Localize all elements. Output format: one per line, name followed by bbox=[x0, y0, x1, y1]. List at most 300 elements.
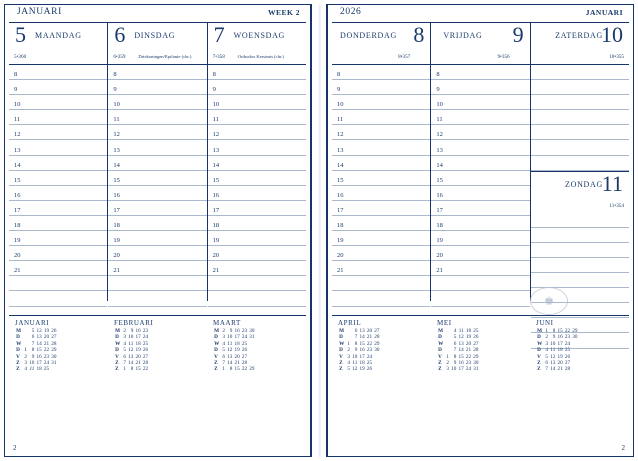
mini-grid bbox=[213, 328, 256, 373]
mini-dow: M bbox=[16, 328, 21, 334]
hour-row[interactable] bbox=[9, 95, 107, 110]
hour-label: 13 bbox=[113, 146, 120, 154]
hour-label: 14 bbox=[113, 161, 120, 169]
mini-day: 14 bbox=[550, 366, 556, 373]
hour-row[interactable] bbox=[431, 261, 529, 276]
hour-row[interactable] bbox=[332, 171, 430, 186]
mini-dow: Z bbox=[214, 366, 218, 373]
mini-calendar-februari[interactable] bbox=[108, 319, 207, 407]
mini-day: 12 bbox=[36, 328, 42, 334]
hour-row[interactable] bbox=[431, 291, 529, 306]
hour-label: 19 bbox=[436, 237, 443, 245]
mini-row bbox=[437, 366, 480, 372]
mini-day: 5 bbox=[347, 366, 350, 373]
hour-label: 20 bbox=[14, 252, 21, 260]
hour-row[interactable] bbox=[431, 276, 529, 291]
mini-dow: Z bbox=[16, 366, 20, 373]
mini-day: 29 bbox=[572, 328, 578, 334]
hour-row[interactable] bbox=[431, 246, 529, 261]
day-subline-friday bbox=[431, 53, 529, 65]
mini-day: 16 bbox=[359, 347, 365, 354]
hour-row[interactable] bbox=[9, 156, 107, 171]
hour-row[interactable] bbox=[431, 216, 529, 231]
hour-row[interactable] bbox=[208, 80, 306, 95]
day-number-wednesday: 7 bbox=[213, 22, 225, 47]
day-header-monday bbox=[9, 23, 107, 53]
hour-row[interactable] bbox=[332, 276, 430, 291]
mini-day: 13 bbox=[227, 353, 233, 360]
day-number-saturday: 10 bbox=[600, 22, 623, 47]
hour-row[interactable] bbox=[208, 171, 306, 186]
mini-dow: V bbox=[438, 353, 442, 360]
mini-day: 26 bbox=[241, 347, 248, 354]
hour-row[interactable] bbox=[9, 231, 107, 246]
mini-day: 20 bbox=[465, 340, 472, 347]
mini-day: 8 bbox=[229, 366, 233, 373]
mini-day: 7 bbox=[545, 366, 548, 373]
mini-dow: D bbox=[16, 334, 20, 341]
day-column-tuesday[interactable] bbox=[108, 23, 207, 301]
mini-dow: Z bbox=[115, 366, 119, 373]
hour-row[interactable] bbox=[332, 246, 430, 261]
hour-row[interactable] bbox=[332, 156, 430, 171]
hour-row[interactable] bbox=[332, 80, 430, 95]
mini-day: 7 bbox=[222, 360, 225, 367]
day-number-monday: 5 bbox=[15, 22, 26, 47]
mini-grid bbox=[15, 328, 58, 373]
mini-day: 4 bbox=[123, 340, 126, 347]
hour-row[interactable] bbox=[108, 231, 206, 246]
hour-label: 18 bbox=[212, 222, 220, 230]
hour-label: 15 bbox=[337, 176, 344, 184]
mini-day: 11 bbox=[458, 328, 464, 334]
mini-title: APRIL bbox=[338, 319, 362, 327]
mini-day: 22 bbox=[564, 328, 571, 334]
mini-day: 25 bbox=[142, 340, 149, 347]
day-name-saturday: ZATERDAG bbox=[555, 31, 603, 40]
mini-day: 6 bbox=[123, 353, 126, 360]
hour-row[interactable] bbox=[531, 258, 629, 273]
mini-day: 7 bbox=[354, 334, 358, 341]
mini-dow: W bbox=[214, 340, 220, 347]
hour-label: 13 bbox=[14, 146, 21, 154]
mini-row bbox=[536, 366, 579, 372]
hour-grid-thursday[interactable] bbox=[332, 65, 430, 307]
mini-dow: Z bbox=[115, 360, 119, 367]
left-header-month: JANUARI bbox=[17, 7, 62, 17]
hour-row[interactable] bbox=[531, 65, 629, 80]
mini-dow: M bbox=[339, 328, 344, 334]
left-page-header bbox=[9, 8, 306, 23]
day-ordinal-thursday: 8•357 bbox=[398, 54, 411, 60]
hour-row[interactable] bbox=[208, 246, 306, 261]
mini-day: 22 bbox=[241, 366, 248, 373]
mini-day: 18 bbox=[465, 328, 472, 334]
mini-day: 14 bbox=[36, 340, 42, 347]
hour-row[interactable] bbox=[208, 95, 306, 110]
hour-row[interactable] bbox=[108, 125, 206, 140]
hour-row[interactable] bbox=[332, 216, 430, 231]
hour-row[interactable] bbox=[431, 231, 529, 246]
mini-day: 18 bbox=[36, 366, 42, 373]
hour-grid-friday[interactable] bbox=[431, 65, 529, 307]
hour-row[interactable] bbox=[9, 261, 107, 276]
mini-dow: D bbox=[537, 347, 541, 354]
hour-row[interactable] bbox=[108, 246, 206, 261]
hour-row[interactable] bbox=[531, 95, 629, 110]
mini-day: 15 bbox=[458, 353, 464, 360]
mini-day: 23 bbox=[241, 328, 248, 334]
day-ordinal-sunday: 11•354 bbox=[609, 202, 624, 209]
hour-label: 14 bbox=[436, 161, 443, 169]
mini-day: 29 bbox=[374, 340, 380, 347]
hour-row[interactable] bbox=[332, 110, 430, 125]
hour-row[interactable] bbox=[9, 216, 107, 231]
day-subline-thursday bbox=[332, 53, 430, 65]
hour-row[interactable] bbox=[9, 276, 107, 291]
left-day-columns bbox=[9, 23, 306, 301]
mini-day: 20 bbox=[43, 334, 50, 341]
hour-row[interactable] bbox=[9, 65, 107, 80]
mini-dow: Z bbox=[537, 366, 541, 373]
mini-day: 21 bbox=[465, 347, 472, 354]
day-column-weekend[interactable] bbox=[531, 23, 629, 301]
hour-label: 16 bbox=[14, 191, 21, 199]
hour-row[interactable] bbox=[208, 125, 306, 140]
mini-day: 6 bbox=[31, 334, 35, 341]
hour-row[interactable] bbox=[108, 140, 206, 155]
hour-label: 17 bbox=[212, 206, 220, 214]
mini-day: 11 bbox=[227, 340, 233, 347]
hour-row[interactable] bbox=[332, 201, 430, 216]
hour-row[interactable] bbox=[108, 291, 206, 306]
hour-row[interactable] bbox=[208, 186, 306, 201]
mini-day: 23 bbox=[564, 334, 571, 341]
mini-day: 10 bbox=[128, 334, 134, 341]
right-mini-calendars bbox=[332, 315, 629, 407]
mini-day: 9 bbox=[130, 328, 134, 334]
hour-row[interactable] bbox=[431, 140, 529, 155]
hour-row[interactable] bbox=[9, 186, 107, 201]
hour-label: 21 bbox=[212, 267, 220, 275]
hour-row[interactable] bbox=[108, 110, 206, 125]
hour-label: 16 bbox=[113, 191, 120, 199]
hour-row[interactable] bbox=[208, 201, 306, 216]
mini-dow: V bbox=[115, 353, 119, 360]
mini-day: 9 bbox=[31, 353, 35, 360]
hour-grid-tuesday[interactable] bbox=[108, 65, 206, 307]
hour-label: 11 bbox=[337, 116, 344, 124]
hour-row[interactable] bbox=[208, 156, 306, 171]
day-name-thursday: DONDERDAG bbox=[340, 31, 397, 40]
mini-day: 24 bbox=[465, 366, 472, 373]
hour-row[interactable] bbox=[208, 276, 306, 291]
hour-row[interactable] bbox=[431, 201, 529, 216]
mini-day: 6 bbox=[545, 360, 548, 367]
mini-calendar-april[interactable] bbox=[332, 319, 431, 407]
crown-glyph: ♚ bbox=[544, 295, 554, 308]
hour-grid-wednesday[interactable] bbox=[208, 65, 306, 307]
right-page bbox=[327, 4, 634, 457]
hour-row[interactable] bbox=[9, 125, 107, 140]
mini-day: 4 bbox=[347, 360, 350, 367]
hour-row[interactable] bbox=[108, 216, 206, 231]
mini-grid bbox=[114, 328, 151, 373]
mini-day: 15 bbox=[359, 340, 365, 347]
hour-row[interactable] bbox=[208, 291, 306, 306]
mini-day: 22 bbox=[142, 366, 149, 373]
mini-day: 27 bbox=[473, 340, 479, 347]
mini-day: 30 bbox=[572, 334, 578, 341]
mini-day: 26 bbox=[142, 347, 149, 354]
day-header-friday bbox=[431, 23, 529, 53]
hour-row[interactable] bbox=[531, 140, 629, 155]
hour-label: 10 bbox=[212, 101, 220, 109]
hour-label: 11 bbox=[113, 116, 120, 124]
hour-row[interactable] bbox=[431, 156, 529, 171]
hour-row[interactable] bbox=[531, 156, 629, 171]
mini-dow: D bbox=[16, 347, 20, 354]
mini-day: 13 bbox=[36, 334, 42, 341]
hour-label: 18 bbox=[14, 222, 21, 230]
mini-dow: Z bbox=[438, 366, 442, 373]
mini-dow: V bbox=[16, 353, 20, 360]
mini-day: 16 bbox=[36, 353, 42, 360]
hour-row[interactable] bbox=[431, 186, 529, 201]
hour-row[interactable] bbox=[108, 65, 206, 80]
mini-day: 16 bbox=[234, 328, 240, 334]
mini-dow: W bbox=[115, 340, 121, 347]
day-column-thursday[interactable] bbox=[332, 23, 431, 301]
hour-label: 10 bbox=[337, 101, 344, 109]
mini-calendar-januari[interactable] bbox=[9, 319, 108, 407]
mini-day: 10 bbox=[29, 360, 35, 367]
hour-label: 15 bbox=[212, 176, 220, 184]
hour-row[interactable] bbox=[108, 201, 206, 216]
day-header-sunday bbox=[531, 171, 629, 202]
mini-day: 3 bbox=[347, 353, 350, 360]
hour-label: 18 bbox=[337, 222, 344, 230]
mini-day bbox=[571, 366, 578, 372]
hour-row[interactable] bbox=[431, 125, 529, 140]
day-column-wednesday[interactable] bbox=[208, 23, 306, 301]
mini-day: 21 bbox=[366, 334, 373, 341]
hour-row[interactable] bbox=[531, 273, 629, 288]
hour-row[interactable] bbox=[108, 95, 206, 110]
hour-row[interactable] bbox=[9, 80, 107, 95]
mini-day: 1 bbox=[446, 353, 449, 360]
mini-day: 25 bbox=[241, 340, 248, 347]
mini-day: 13 bbox=[128, 353, 134, 360]
mini-day: 17 bbox=[458, 366, 464, 373]
hour-row[interactable] bbox=[531, 228, 629, 243]
hour-row[interactable] bbox=[108, 276, 206, 291]
hour-label: 18 bbox=[113, 222, 120, 230]
hour-label: 8 bbox=[113, 71, 117, 79]
mini-day: 13 bbox=[359, 328, 365, 334]
hour-label: 10 bbox=[14, 101, 21, 109]
mini-day: 11 bbox=[29, 366, 35, 373]
crown-stamp-icon bbox=[530, 287, 568, 315]
mini-calendar-maart[interactable] bbox=[207, 319, 306, 407]
mini-day: 28 bbox=[374, 334, 380, 341]
mini-day: 22 bbox=[43, 347, 50, 354]
hour-row[interactable] bbox=[531, 110, 629, 125]
right-page-number: 2 bbox=[621, 444, 625, 452]
mini-day: 3 bbox=[24, 360, 27, 367]
right-header-year: 2026 bbox=[340, 7, 362, 17]
gutter-shadow bbox=[318, 4, 322, 457]
hour-row[interactable] bbox=[9, 110, 107, 125]
mini-row bbox=[15, 366, 58, 372]
hour-label: 9 bbox=[113, 86, 117, 94]
day-name-monday: MAANDAG bbox=[35, 31, 82, 40]
hour-row[interactable] bbox=[431, 65, 529, 80]
hour-row[interactable] bbox=[108, 261, 206, 276]
hour-row[interactable] bbox=[208, 216, 306, 231]
mini-day: 5 bbox=[123, 347, 126, 354]
hour-label: 8 bbox=[337, 71, 341, 79]
mini-day: 12 bbox=[458, 334, 464, 341]
mini-day: 16 bbox=[458, 360, 464, 367]
mini-day: 19 bbox=[43, 328, 50, 334]
mini-day: 4 bbox=[222, 340, 225, 347]
hour-row[interactable] bbox=[208, 140, 306, 155]
hour-label: 9 bbox=[14, 86, 18, 94]
mini-row bbox=[213, 366, 256, 372]
hour-row[interactable] bbox=[332, 291, 430, 306]
hour-grid-monday[interactable] bbox=[9, 65, 107, 307]
mini-day: 2 bbox=[222, 328, 225, 334]
mini-day: 20 bbox=[366, 328, 373, 334]
left-header-week: WEEK 2 bbox=[268, 8, 300, 17]
hour-row[interactable] bbox=[208, 261, 306, 276]
day-column-monday[interactable] bbox=[9, 23, 108, 301]
hour-row[interactable] bbox=[431, 171, 529, 186]
hour-row[interactable] bbox=[108, 171, 206, 186]
mini-day: 15 bbox=[36, 347, 42, 354]
hour-row[interactable] bbox=[332, 125, 430, 140]
mini-row bbox=[338, 366, 381, 372]
mini-day: 12 bbox=[227, 347, 233, 354]
hour-row[interactable] bbox=[208, 65, 306, 80]
mini-day: 13 bbox=[458, 340, 464, 347]
mini-dow: M bbox=[537, 328, 542, 334]
mini-day: 15 bbox=[557, 328, 563, 334]
mini-day: 30 bbox=[374, 347, 380, 354]
mini-day: 3 bbox=[222, 334, 225, 341]
mini-day: 5 bbox=[545, 353, 548, 360]
mini-day: 5 bbox=[222, 347, 225, 354]
mini-dow: Z bbox=[537, 360, 541, 367]
hour-row[interactable] bbox=[108, 156, 206, 171]
hour-label: 19 bbox=[113, 237, 120, 245]
day-header-tuesday bbox=[108, 23, 206, 53]
hour-label: 9 bbox=[337, 86, 341, 94]
hour-row[interactable] bbox=[108, 186, 206, 201]
mini-dow: M bbox=[438, 328, 443, 334]
mini-grid bbox=[338, 328, 381, 373]
mini-day: 28 bbox=[564, 366, 571, 373]
mini-day: 26 bbox=[564, 353, 571, 360]
hour-label: 16 bbox=[212, 191, 220, 199]
hour-row[interactable] bbox=[9, 246, 107, 261]
mini-day: 24 bbox=[142, 334, 149, 341]
hour-row[interactable] bbox=[9, 201, 107, 216]
mini-dow: W bbox=[537, 340, 543, 347]
hour-row[interactable] bbox=[531, 243, 629, 258]
hour-label: 16 bbox=[337, 191, 344, 199]
mini-day: 5 bbox=[453, 334, 457, 341]
hour-row[interactable] bbox=[9, 171, 107, 186]
mini-day: 2 bbox=[123, 328, 126, 334]
mini-day bbox=[373, 366, 380, 372]
mini-day: 14 bbox=[458, 347, 464, 354]
mini-day: 22 bbox=[465, 353, 472, 360]
hour-row[interactable] bbox=[332, 231, 430, 246]
day-note-wednesday: Orthodox Kerstmis (chr.) bbox=[237, 54, 284, 59]
hour-row[interactable] bbox=[531, 80, 629, 95]
mini-day: 27 bbox=[142, 353, 149, 360]
hour-row[interactable] bbox=[332, 95, 430, 110]
hour-row[interactable] bbox=[208, 231, 306, 246]
hour-row[interactable] bbox=[9, 140, 107, 155]
day-column-friday[interactable] bbox=[431, 23, 530, 301]
day-ordinal-friday: 9•356 bbox=[497, 54, 510, 60]
mini-grid bbox=[437, 328, 480, 373]
hour-row[interactable] bbox=[431, 110, 529, 125]
hour-row[interactable] bbox=[531, 125, 629, 140]
hour-row[interactable] bbox=[531, 213, 629, 228]
mini-day: 19 bbox=[557, 353, 563, 360]
book-gutter bbox=[311, 4, 327, 457]
hour-row[interactable] bbox=[332, 186, 430, 201]
day-number-sunday: 11 bbox=[601, 170, 623, 196]
mini-day: 15 bbox=[135, 366, 141, 373]
hour-label: 21 bbox=[436, 267, 443, 275]
mini-calendar-mei[interactable] bbox=[431, 319, 530, 407]
mini-day: 16 bbox=[135, 328, 141, 334]
mini-day bbox=[50, 366, 57, 372]
mini-day: 31 bbox=[473, 366, 479, 373]
mini-day: 7 bbox=[453, 347, 457, 354]
hour-row[interactable] bbox=[9, 291, 107, 306]
hour-row[interactable] bbox=[108, 80, 206, 95]
hour-row[interactable] bbox=[431, 95, 529, 110]
hour-row[interactable] bbox=[332, 261, 430, 276]
hour-label: 12 bbox=[113, 131, 120, 139]
mini-day: 9 bbox=[229, 328, 233, 334]
hour-row[interactable] bbox=[431, 80, 529, 95]
hour-row[interactable] bbox=[332, 140, 430, 155]
mini-dow: D bbox=[115, 347, 119, 354]
hour-label: 10 bbox=[113, 101, 120, 109]
hour-row[interactable] bbox=[332, 65, 430, 80]
mini-day: 15 bbox=[234, 366, 240, 373]
mini-day: 29 bbox=[473, 353, 479, 360]
mini-day: 11 bbox=[352, 360, 358, 367]
mini-calendar-juni[interactable] bbox=[530, 319, 629, 407]
mini-day: 28 bbox=[241, 360, 248, 367]
mini-title: MAART bbox=[213, 319, 241, 327]
mini-day: 23 bbox=[43, 353, 50, 360]
hour-label: 19 bbox=[14, 237, 21, 245]
mini-day: 25 bbox=[43, 366, 50, 373]
mini-day: 6 bbox=[453, 340, 457, 347]
hour-row[interactable] bbox=[208, 110, 306, 125]
day-ordinal-wednesday: 7•358 bbox=[212, 54, 225, 60]
day-subline-monday bbox=[9, 53, 107, 65]
